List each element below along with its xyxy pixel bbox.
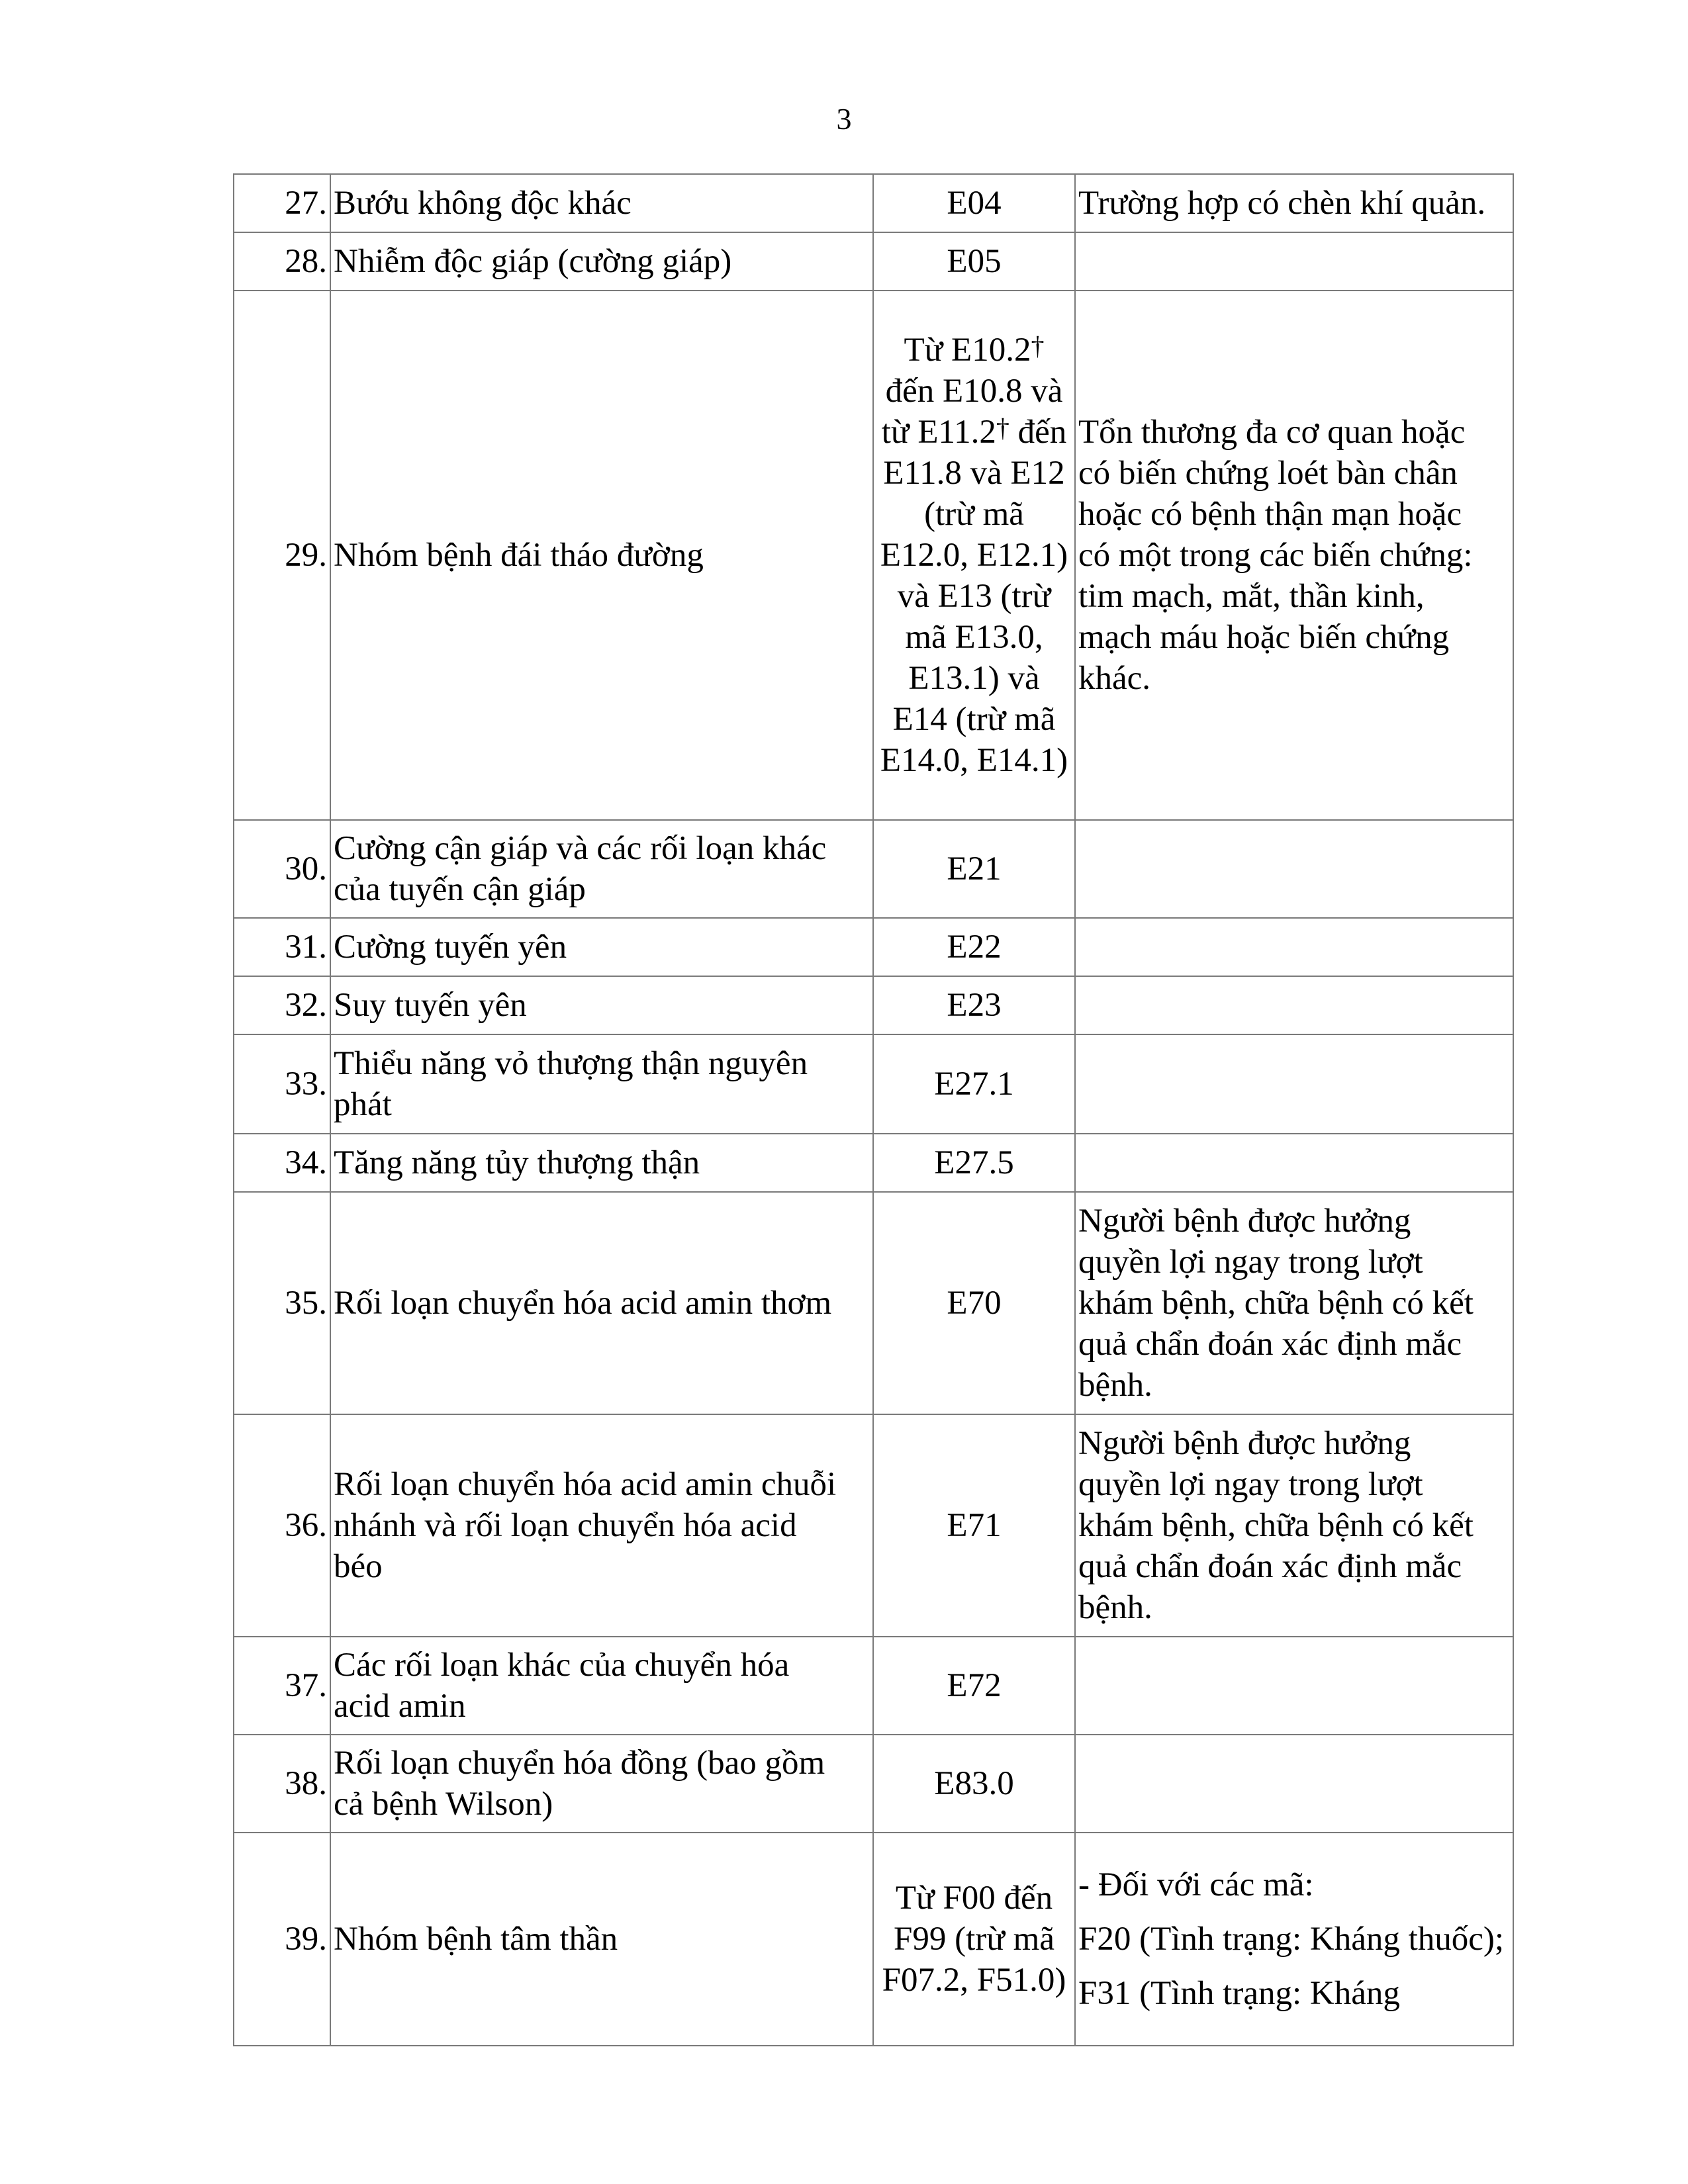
table-row [234,1414,1513,1637]
disease-name: Nhóm bệnh đái tháo đường [330,291,873,820]
condition-note: Tổn thương đa cơ quan hoặc có biến chứng loét bàn chân hoặc có bệnh thận mạn hoặc có một trong các biến chứng: tim mạch, mắt, thần kinh, mạch máu hoặc biến chứng khác. [1075,291,1513,820]
icd-code: E23 [873,976,1075,1034]
table-row [234,1735,1513,1833]
disease-name: Nhiễm độc giáp (cường giáp) [330,232,873,291]
table-row [234,1134,1513,1192]
table-row [234,174,1513,232]
condition-note [1075,1134,1513,1192]
disease-name: Thiểu năng vỏ thượng thận nguyên phát [330,1034,873,1134]
condition-note [1075,1034,1513,1134]
condition-note [1075,1637,1513,1735]
row-number: 37. [234,1637,330,1735]
disease-name: Nhóm bệnh tâm thần [330,1833,873,2046]
condition-note [1075,918,1513,976]
icd-code: E71 [873,1414,1075,1637]
table-row [234,976,1513,1034]
row-number: 32. [234,976,330,1034]
row-number: 36. [234,1414,330,1637]
disease-name: Bướu không độc khác [330,174,873,232]
condition-note: Người bệnh được hưởng quyền lợi ngay trong lượt khám bệnh, chữa bệnh có kết quả chẩn đoán xác định mắc bệnh. [1075,1192,1513,1414]
icd-code: E83.0 [873,1735,1075,1833]
row-number: 35. [234,1192,330,1414]
icd-code: E22 [873,918,1075,976]
table-row [234,1034,1513,1134]
icd-code: E72 [873,1637,1075,1735]
condition-note [1075,232,1513,291]
icd-code: E05 [873,232,1075,291]
table-row [234,820,1513,918]
icd-code: E27.1 [873,1034,1075,1134]
disease-name: Rối loạn chuyển hóa acid amin chuỗi nhánh và rối loạn chuyển hóa acid béo [330,1414,873,1637]
table-row [234,918,1513,976]
row-number: 28. [234,232,330,291]
condition-note [1075,820,1513,918]
row-number: 39. [234,1833,330,2046]
condition-note: Người bệnh được hưởng quyền lợi ngay trong lượt khám bệnh, chữa bệnh có kết quả chẩn đoán xác định mắc bệnh. [1075,1414,1513,1637]
icd-code: E70 [873,1192,1075,1414]
table-row [234,1637,1513,1735]
page-number: 3 [836,102,852,136]
condition-note [1075,1735,1513,1833]
disease-table [233,173,1514,2046]
disease-name: Các rối loạn khác của chuyển hóa acid amin [330,1637,873,1735]
icd-code: Từ E10.2† đến E10.8 và từ E11.2† đến E11.8 và E12 (trừ mã E12.0, E12.1) và E13 (trừ mã E13.0, E13.1) và E14 (trừ mã E14.0, E14.1) [873,291,1075,820]
table-row [234,291,1513,820]
icd-code: E21 [873,820,1075,918]
row-number: 38. [234,1735,330,1833]
table-row [234,1833,1513,2046]
table-row [234,1192,1513,1414]
condition-note [1075,976,1513,1034]
disease-name: Rối loạn chuyển hóa đồng (bao gồm cả bệnh Wilson) [330,1735,873,1833]
row-number: 31. [234,918,330,976]
disease-name: Suy tuyến yên [330,976,873,1034]
disease-name: Rối loạn chuyển hóa acid amin thơm [330,1192,873,1414]
icd-code: E04 [873,174,1075,232]
condition-note: - Đối với các mã: F20 (Tình trạng: Kháng thuốc); F31 (Tình trạng: Kháng [1075,1833,1513,2046]
icd-code: E27.5 [873,1134,1075,1192]
row-number: 33. [234,1034,330,1134]
row-number: 27. [234,174,330,232]
disease-name: Cường cận giáp và các rối loạn khác của tuyến cận giáp [330,820,873,918]
row-number: 34. [234,1134,330,1192]
condition-note: Trường hợp có chèn khí quản. [1075,174,1513,232]
disease-name: Cường tuyến yên [330,918,873,976]
row-number: 29. [234,291,330,820]
row-number: 30. [234,820,330,918]
table-row [234,232,1513,291]
icd-code: Từ F00 đến F99 (trừ mã F07.2, F51.0) [873,1833,1075,2046]
disease-name: Tăng năng tủy thượng thận [330,1134,873,1192]
